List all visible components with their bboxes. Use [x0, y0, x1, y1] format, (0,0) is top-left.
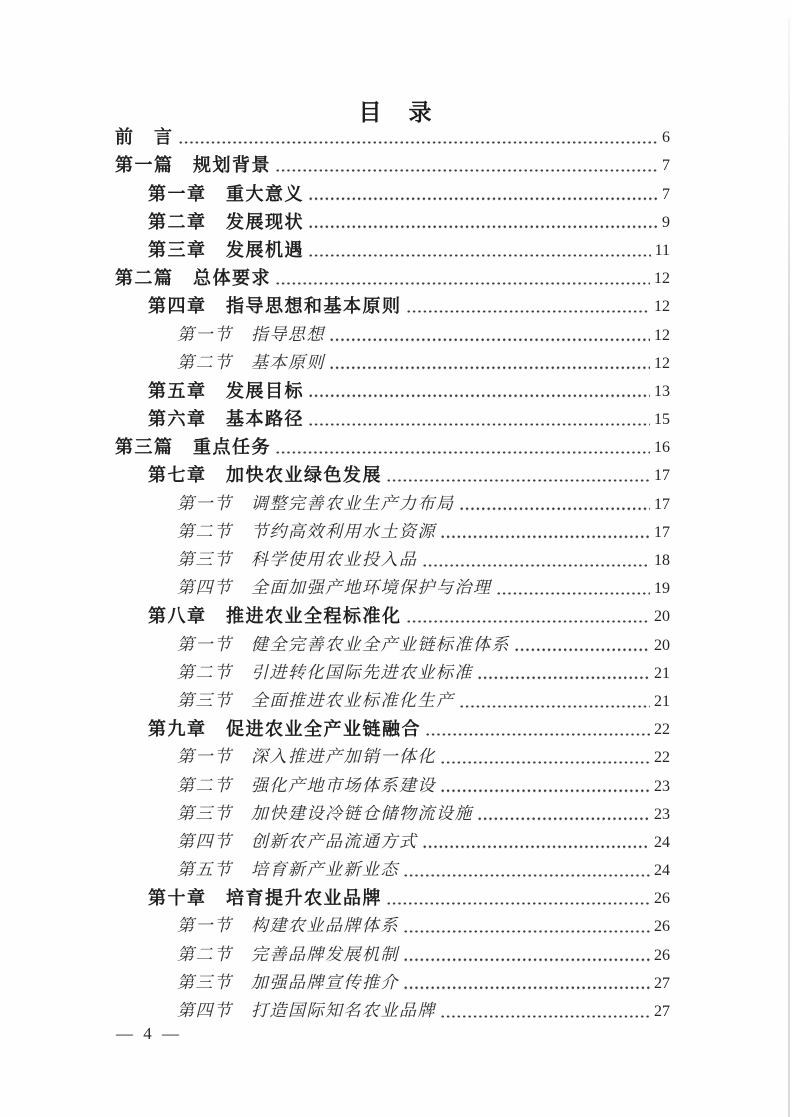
dot-leader	[407, 310, 651, 313]
toc-entry	[115, 968, 670, 996]
toc-list	[115, 122, 670, 1024]
dot-leader	[404, 874, 650, 877]
toc-entry-label: 第四章 指导思想和基本原则	[148, 296, 402, 317]
toc-entry	[115, 348, 670, 376]
dot-leader	[309, 197, 658, 200]
dot-leader	[404, 958, 650, 961]
toc-entry-label: 前 言	[115, 127, 174, 148]
dot-leader	[387, 902, 650, 905]
toc-entry-page: 21	[654, 664, 670, 682]
toc-entry	[115, 545, 670, 573]
dot-leader	[309, 423, 650, 426]
dot-leader	[478, 817, 650, 820]
toc-entry-page: 22	[654, 749, 670, 767]
toc-entry	[115, 573, 670, 601]
toc-entry-label: 第九章 促进农业全产业链融合	[148, 719, 421, 740]
toc-entry-page: 16	[654, 439, 670, 457]
dot-leader	[309, 254, 651, 257]
dot-leader	[426, 733, 650, 736]
toc-entry-page: 27	[654, 1003, 670, 1020]
toc-entry-page: 23	[654, 805, 670, 823]
dot-leader	[460, 705, 651, 708]
dot-leader	[330, 366, 650, 369]
toc-entry-label: 第四节 全面加强产地环境保护与治理	[177, 578, 492, 598]
dot-leader	[309, 394, 650, 397]
toc-entry-label: 第一节 指导思想	[177, 324, 325, 344]
toc-entry	[115, 319, 670, 347]
dot-leader	[423, 564, 651, 567]
toc-entry-page: 18	[654, 552, 670, 569]
toc-entry	[115, 263, 670, 291]
toc-entry-page: 26	[654, 890, 670, 908]
toc-entry-page: 9	[662, 213, 670, 231]
dot-leader	[404, 930, 650, 933]
toc-entry	[115, 601, 670, 629]
dot-leader	[478, 676, 650, 679]
toc-entry-label: 第一节 深入推进产加销一体化	[177, 747, 436, 767]
toc-entry-label: 第一篇 规划背景	[115, 155, 271, 176]
dot-leader	[441, 535, 650, 538]
dot-leader	[497, 592, 651, 595]
toc-entry-label: 第二篇 总体要求	[115, 268, 271, 289]
toc-entry	[115, 207, 670, 235]
toc-entry-label: 第三章 发展机遇	[148, 239, 304, 260]
dot-leader	[387, 479, 650, 482]
toc-entry	[115, 742, 670, 770]
toc-entry	[115, 799, 670, 827]
toc-entry-label: 第二节 基本原则	[177, 352, 325, 372]
dot-leader	[276, 282, 650, 285]
toc-entry-label: 第一节 构建农业品牌体系	[177, 916, 399, 936]
dot-leader	[441, 789, 650, 792]
toc-entry	[115, 432, 670, 460]
toc-entry-page: 13	[654, 382, 670, 400]
scan-edge-line	[788, 18, 790, 1117]
toc-entry-page: 17	[654, 523, 670, 541]
toc-entry-label: 第五节 培育新产业新业态	[177, 860, 399, 880]
toc-entry-label: 第一节 健全完善农业全产业链标准体系	[177, 634, 510, 654]
dot-leader	[515, 648, 650, 651]
dot-leader	[276, 451, 650, 454]
toc-entry	[115, 122, 670, 150]
toc-entry-label: 第十章 培育提升农业品牌	[148, 888, 382, 909]
toc-entry-page: 23	[654, 777, 670, 795]
toc-entry-page: 12	[654, 326, 670, 344]
toc-entry-page: 26	[654, 918, 670, 936]
page-title: 目 录	[358, 99, 434, 125]
dot-leader	[407, 620, 651, 623]
toc-entry-label: 第四节 创新农产品流通方式	[177, 831, 418, 851]
toc-entry-page: 21	[654, 692, 670, 710]
toc-entry-page: 12	[654, 270, 670, 288]
toc-entry	[115, 714, 670, 742]
dot-leader	[441, 761, 650, 764]
toc-entry	[115, 404, 670, 432]
toc-entry	[115, 883, 670, 911]
toc-entry-page: 26	[654, 946, 670, 964]
toc-entry-label: 第二节 强化产地市场体系建设	[177, 775, 436, 795]
toc-entry-label: 第三节 加强品牌宣传推介	[177, 972, 399, 992]
dot-leader	[276, 169, 658, 172]
toc-entry-page: 17	[654, 467, 670, 485]
dot-leader	[441, 1015, 650, 1018]
toc-entry	[115, 376, 670, 404]
toc-entry-label: 第二节 完善品牌发展机制	[177, 944, 399, 964]
dot-leader	[330, 338, 650, 341]
toc-entry	[115, 517, 670, 545]
toc-entry-label: 第七章 加快农业绿色发展	[148, 465, 382, 486]
toc-entry	[115, 686, 670, 714]
toc-entry-label: 第三篇 重点任务	[115, 437, 271, 458]
toc-entry	[115, 291, 670, 319]
toc-entry-label: 第八章 推进农业全程标准化	[148, 606, 402, 627]
toc-entry	[115, 460, 670, 488]
toc-entry-label: 第三节 科学使用农业投入品	[177, 550, 418, 569]
toc-entry	[115, 770, 670, 798]
toc-entry-label: 第二章 发展现状	[148, 211, 304, 232]
toc-entry-label: 第三节 全面推进农业标准化生产	[177, 690, 455, 710]
toc-entry-page: 7	[662, 157, 670, 175]
footer-page-number: — 4 —	[116, 1024, 182, 1043]
toc-entry-page: 27	[654, 974, 670, 992]
toc-entry-label: 第二节 节约高效利用水土资源	[177, 521, 436, 541]
toc-entry-page: 20	[654, 636, 670, 654]
toc-entry	[115, 150, 670, 178]
toc-entry-page: 12	[654, 354, 670, 372]
toc-entry	[115, 996, 670, 1024]
toc-entry-page: 20	[654, 608, 670, 626]
dot-leader	[179, 141, 659, 144]
toc-entry	[115, 658, 670, 686]
toc-entry	[115, 911, 670, 939]
toc-entry-page: 24	[654, 833, 670, 851]
toc-entry-label: 第五章 发展目标	[148, 380, 304, 401]
toc-entry-page: 15	[654, 411, 670, 429]
toc-entry-label: 第六章 基本路径	[148, 409, 304, 430]
toc-entry-page: 24	[654, 862, 670, 880]
toc-entry	[115, 827, 670, 855]
toc-entry-page: 19	[654, 580, 670, 598]
toc-entry	[115, 178, 670, 206]
toc-entry-label: 第四节 打造国际知名农业品牌	[177, 1001, 436, 1020]
toc-entry	[115, 235, 670, 263]
toc-entry-label: 第一章 重大意义	[148, 183, 304, 204]
toc-entry-page: 7	[662, 185, 670, 203]
toc-entry	[115, 855, 670, 883]
dot-leader	[460, 507, 651, 510]
dot-leader	[309, 225, 658, 228]
toc-entry	[115, 939, 670, 967]
toc-entry-page: 22	[654, 721, 670, 739]
toc-entry-label: 第二节 引进转化国际先进农业标准	[177, 662, 473, 682]
toc-entry-page: 17	[654, 495, 670, 513]
toc-entry	[115, 488, 670, 516]
toc-entry-label: 第一节 调整完善农业生产力布局	[177, 493, 455, 513]
toc-entry-label: 第三节 加快建设冷链仓储物流设施	[177, 803, 473, 823]
dot-leader	[404, 986, 650, 989]
toc-entry-page: 11	[654, 241, 670, 259]
toc-entry-page: 12	[654, 298, 670, 316]
toc-entry	[115, 629, 670, 657]
toc-entry-page: 6	[662, 129, 670, 147]
dot-leader	[423, 845, 651, 848]
